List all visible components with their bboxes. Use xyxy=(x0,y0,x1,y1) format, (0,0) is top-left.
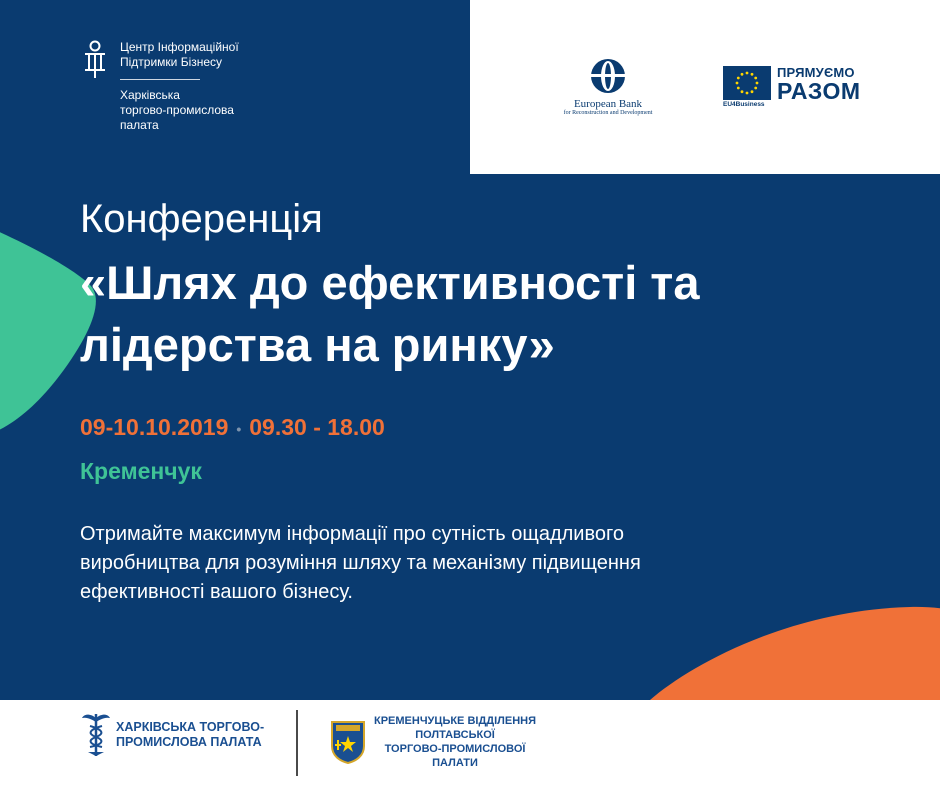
hcc-logo xyxy=(82,712,264,758)
event-description xyxy=(80,520,840,607)
cipb-line-2: Підтримки Бізнесу xyxy=(120,55,223,69)
kvp-name-line-4: ПАЛАТИ xyxy=(432,757,478,769)
caduceus-icon xyxy=(82,712,110,758)
ebrd-subtitle: for Reconstruction and Development xyxy=(563,110,653,116)
cipb-org-line-1: Харківська xyxy=(120,88,180,102)
cipb-org-line-3: палата xyxy=(120,118,159,132)
kvp-name xyxy=(374,714,536,770)
cipb-logo-text xyxy=(120,40,239,133)
eu4business-label: EU4Business xyxy=(723,101,765,108)
hcc-name-line-2: ПРОМИСЛОВА ПАЛАТА xyxy=(116,735,262,749)
orange-decorative-shape xyxy=(650,605,940,700)
info-person-icon xyxy=(82,40,108,80)
eu4business-slogan-line-1: ПРЯМУЄМО xyxy=(777,65,855,80)
cipb-line-1: Центр Інформаційної xyxy=(120,40,239,54)
ebrd-logo xyxy=(553,56,663,117)
eu4business-slogan-line-2: РАЗОМ xyxy=(777,78,861,104)
event-datetime xyxy=(80,410,385,446)
ebrd-emblem-icon xyxy=(588,56,628,96)
partners-panel xyxy=(470,0,940,174)
cipb-divider xyxy=(120,79,200,80)
footer-divider xyxy=(296,710,298,776)
event-city: Кременчук xyxy=(80,458,202,484)
datetime-separator: • xyxy=(236,420,242,437)
kvp-name-line-2: ПОЛТАВСЬКОЇ xyxy=(415,729,495,741)
footer xyxy=(0,700,940,788)
event-time: 09.30 - 18.00 xyxy=(249,414,385,440)
eu4business-slogan xyxy=(777,66,861,102)
eu-flag-block xyxy=(723,66,773,108)
event-date: 09-10.10.2019 xyxy=(80,414,229,440)
description-line-2: виробництва для розуміння шляху та механізму підвищення xyxy=(80,552,641,574)
description-line-1: Отримайте максимум інформації про сутність ощадливого xyxy=(80,523,624,545)
event-title xyxy=(80,252,699,376)
kvp-name-line-3: ТОРГОВО-ПРОМИСЛОВОЇ xyxy=(384,743,526,755)
eu-flag-icon xyxy=(723,66,771,100)
event-title-line-2: лідерства на ринку» xyxy=(80,318,555,371)
description-line-3: ефективності вашого бізнесу. xyxy=(80,581,353,603)
eu4business-logo xyxy=(723,66,861,108)
hcc-name xyxy=(116,720,264,750)
cipb-logo xyxy=(82,40,239,133)
ebrd-name: European Bank xyxy=(573,98,643,110)
coat-of-arms-icon xyxy=(330,720,366,764)
event-type: Конференція xyxy=(80,197,323,241)
kvp-name-line-1: КРЕМЕНЧУЦЬКЕ ВІДДІЛЕННЯ xyxy=(374,715,537,727)
kvp-logo xyxy=(330,714,536,770)
event-title-line-1: «Шлях до ефективності та xyxy=(80,256,700,309)
cipb-org-line-2: торгово-промислова xyxy=(120,103,234,117)
hcc-name-line-1: ХАРКІВСЬКА ТОРГОВО- xyxy=(116,720,265,734)
